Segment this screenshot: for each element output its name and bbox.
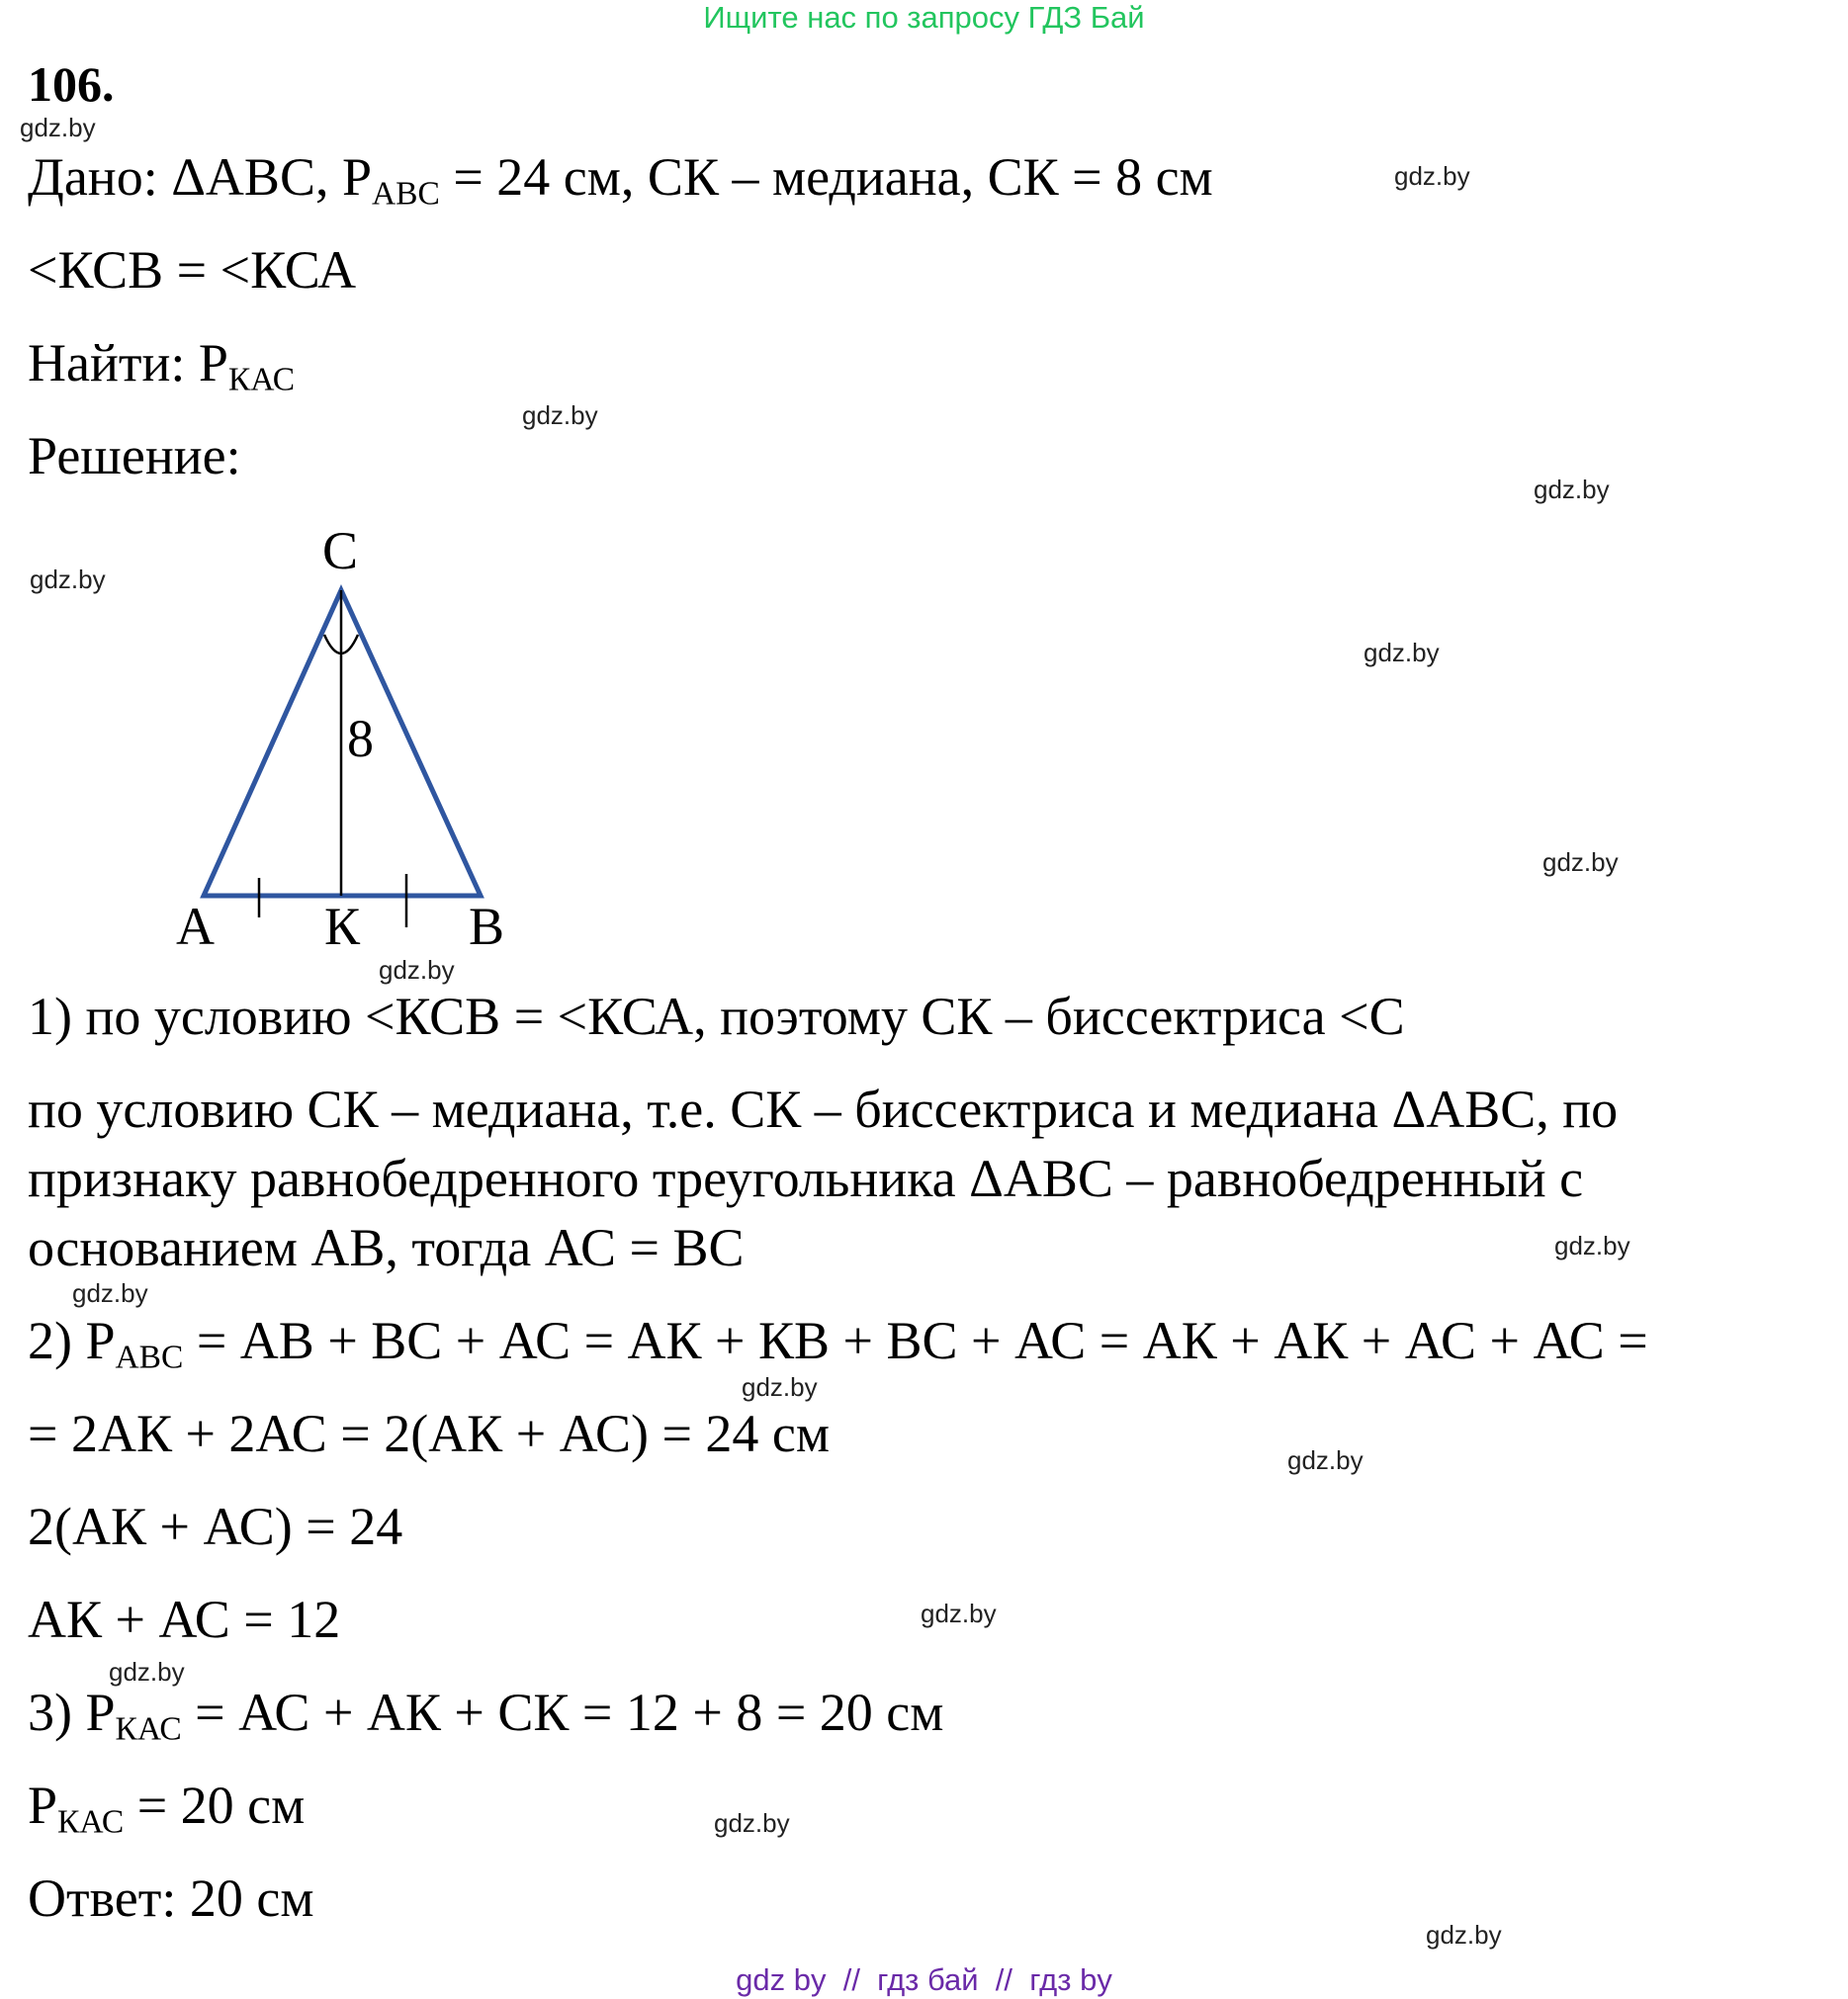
vertex-k-label: К — [324, 897, 361, 956]
answer-line: Ответ: 20 см — [28, 1869, 314, 1928]
result-line — [28, 1775, 306, 1841]
step3-sub: КАС — [115, 1710, 182, 1748]
result-rest: = 20 см — [124, 1776, 306, 1835]
watermark: gdz.by — [1554, 1231, 1630, 1260]
result-prefix: Р — [28, 1776, 58, 1835]
step1-line4: основанием АВ, тогда АС = ВС — [28, 1218, 745, 1277]
angles-line: <КСВ = <КСА — [28, 240, 357, 300]
watermark: gdz.by — [742, 1372, 818, 1402]
vertex-a-label: А — [176, 897, 215, 956]
step2-line2: = 2АК + 2АС = 2(АК + АС) = 24 см — [28, 1404, 831, 1463]
watermark: gdz.by — [1426, 1920, 1502, 1950]
watermark: gdz.by — [714, 1808, 790, 1838]
watermark: gdz.by — [522, 400, 598, 430]
given-sub: АВС — [372, 175, 440, 213]
solution-title: Решение: — [28, 426, 241, 485]
watermark: gdz.by — [921, 1599, 997, 1628]
result-sub: КАС — [57, 1803, 125, 1841]
step2-line4: АК + АС = 12 — [28, 1590, 341, 1649]
step2-sub: АВС — [115, 1339, 184, 1376]
step2-rest: = АВ + ВС + АС = АК + КВ + ВС + АС = АК + АК + АС + АС = — [183, 1311, 1648, 1370]
top-banner[interactable]: Ищите нас по запросу ГДЗ Бай — [703, 0, 1145, 35]
problem-number: 106. — [28, 56, 115, 112]
footer-links[interactable]: gdz by // гдз бай // гдз by — [736, 1962, 1112, 1997]
step2-line1 — [28, 1310, 1648, 1376]
watermark: gdz.by — [20, 113, 96, 142]
step2-prefix: 2) Р — [28, 1311, 116, 1370]
step1-line3: признаку равнобедренного треугольника ΔАВС – равнобедренный с — [28, 1149, 1584, 1208]
watermark: gdz.by — [379, 955, 455, 985]
triangle-figure — [0, 0, 1848, 989]
watermark: gdz.by — [109, 1657, 185, 1687]
watermark: gdz.by — [1542, 847, 1619, 877]
watermark: gdz.by — [1534, 475, 1610, 504]
watermark: gdz.by — [1287, 1445, 1364, 1475]
watermark: gdz.by — [1394, 161, 1470, 191]
watermark: gdz.by — [1364, 638, 1440, 667]
given-rest: = 24 см, СК – медиана, СК = 8 см — [439, 147, 1213, 207]
median-length-label: 8 — [347, 709, 374, 768]
find-sub: КАС — [227, 361, 296, 398]
step1-line1: 1) по условию <КСВ = <КСА, поэтому СК – биссектриса <С — [28, 987, 1405, 1046]
watermark: gdz.by — [72, 1278, 148, 1308]
step2-line3: 2(АК + АС) = 24 — [28, 1497, 403, 1556]
watermark: gdz.by — [30, 565, 106, 594]
step3-rest: = АС + АК + СК = 12 + 8 = 20 см — [181, 1683, 944, 1742]
find-prefix: Найти: Р — [28, 333, 228, 392]
step1-line2: по условию СК – медиана, т.е. СК – биссектриса и медиана ΔАВС, по — [28, 1080, 1619, 1139]
step3-prefix: 3) Р — [28, 1683, 116, 1742]
given-prefix: Дано: ΔАВС, Р — [28, 147, 372, 207]
vertex-b-label: В — [469, 897, 505, 956]
step3-line — [28, 1682, 944, 1748]
vertex-c-label: С — [322, 521, 359, 580]
